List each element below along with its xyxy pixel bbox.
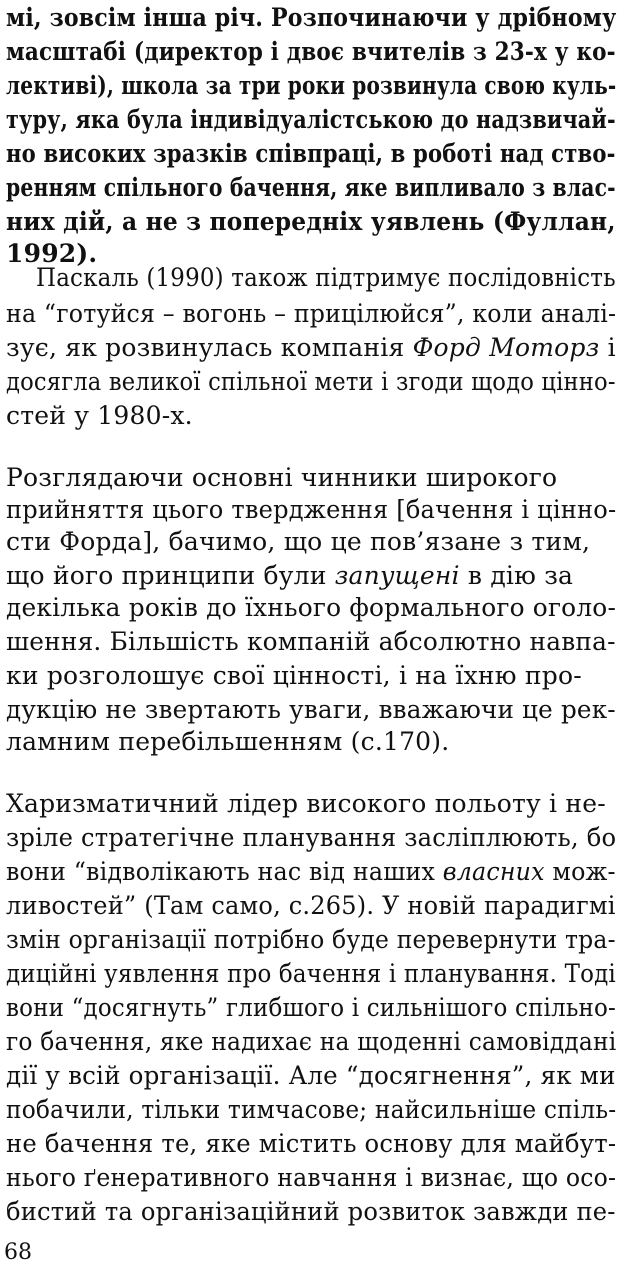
paragraph-3-line: бистий та організаційний розвиток завжди пе- (6, 1197, 616, 1226)
paragraph-3-line: зріле стратегічне планування засліплюють, бо (6, 823, 617, 852)
quote-line (6, 560, 573, 592)
paragraph-1-line: лективі), школа за три роки розвинула свою куль- (6, 71, 617, 100)
paragraph-2-italic-text: Форд Моторз (412, 333, 600, 362)
quote-text: що його принципи були (6, 561, 335, 590)
quote-text: в дію за (459, 561, 574, 590)
paragraph-2-line: на “готуйся – вогонь – прицілюйся”, коли аналі- (6, 299, 617, 328)
quote-line: дукцію не звертають уваги, вважаючи це рек- (6, 695, 616, 724)
paragraph-2-text: і (599, 333, 616, 362)
paragraph-3-line: дії у всій організації. Але “досягнення”, як ми (6, 1061, 616, 1090)
paragraph-3-line: нього ґенеративного навчання і визнає, що осо- (6, 1163, 617, 1192)
quote-line: Розглядаючи основні чинники широкого (6, 463, 558, 492)
paragraph-2-text: зує, як розвинулась компанія (6, 333, 413, 362)
paragraph-3-line: ливостей” (Там само, с.265). У новій парадигмі (6, 891, 616, 920)
paragraph-1-line: но високих зразків співпраці, в роботі над ство- (6, 139, 616, 168)
quote-line: декілька років до їхнього формального оголо- (6, 593, 617, 622)
paragraph-3-line: го бачення, яке надихає на щоденні самовіддані (6, 1027, 617, 1056)
paragraph-3-line: Харизматичний лідер високого польоту і не- (6, 789, 606, 818)
paragraph-1-line: 1992). (6, 239, 98, 268)
paragraph-2-line: Паскаль (1990) також підтримує послідовність (36, 263, 616, 292)
paragraph-1-line: них дій, а не з попередніх уявлень (Фуллан, (6, 207, 616, 236)
paragraph-3-line: побачили, тільки тимчасове; найсильніше спіль- (6, 1095, 617, 1124)
quote-line: сти Форда], бачимо, що це пов’язане з тим, (6, 527, 591, 556)
paragraph-3-line: вони “досягнуть” глибшого і сильнішого спільно- (6, 993, 617, 1022)
page-number: 68 (4, 1240, 32, 1265)
quote-line: прийняття цього твердження [бачення і цінно- (6, 495, 617, 524)
quote-line: шення. Більшість компаній абсолютно навпа- (6, 627, 616, 656)
paragraph-3-line: змін організації потрібно буде перевернути тра- (6, 925, 616, 954)
paragraph-2-line (6, 332, 616, 364)
paragraph-3-text: вони “відволікають нас від наших (6, 857, 443, 886)
paragraph-3-line (6, 856, 616, 888)
paragraph-1-line: туру, яка була індивідуалістською до надзвичай- (6, 105, 616, 134)
paragraph-3-line: диційні уявлення про бачення і планування. Тоді (6, 959, 616, 988)
paragraph-2-line: досягла великої спільної мети і згоди щодо цінно- (6, 367, 616, 396)
paragraph-3-text: мож- (544, 857, 616, 886)
paragraph-3-line: не бачення те, яке містить основу для майбут- (6, 1129, 617, 1158)
quote-italic-text: запущені (334, 561, 460, 590)
paragraph-1-line: масштабі (директор і двоє вчителів з 23-х у ко- (6, 37, 616, 66)
paragraph-1-line: ренням спільного бачення, яке випливало з влас- (6, 173, 616, 202)
paragraph-3-italic-text: власних (442, 857, 545, 886)
paragraph-1-line: мі, зовсім інша річ. Розпочинаючи у дрібному (6, 3, 617, 32)
paragraph-2-line: стей у 1980-х. (6, 401, 193, 430)
quote-line: ламним перебільшенням (с.170). (6, 727, 450, 756)
quote-line: ки розголошує свої цінності, і на їхню про- (6, 661, 582, 690)
